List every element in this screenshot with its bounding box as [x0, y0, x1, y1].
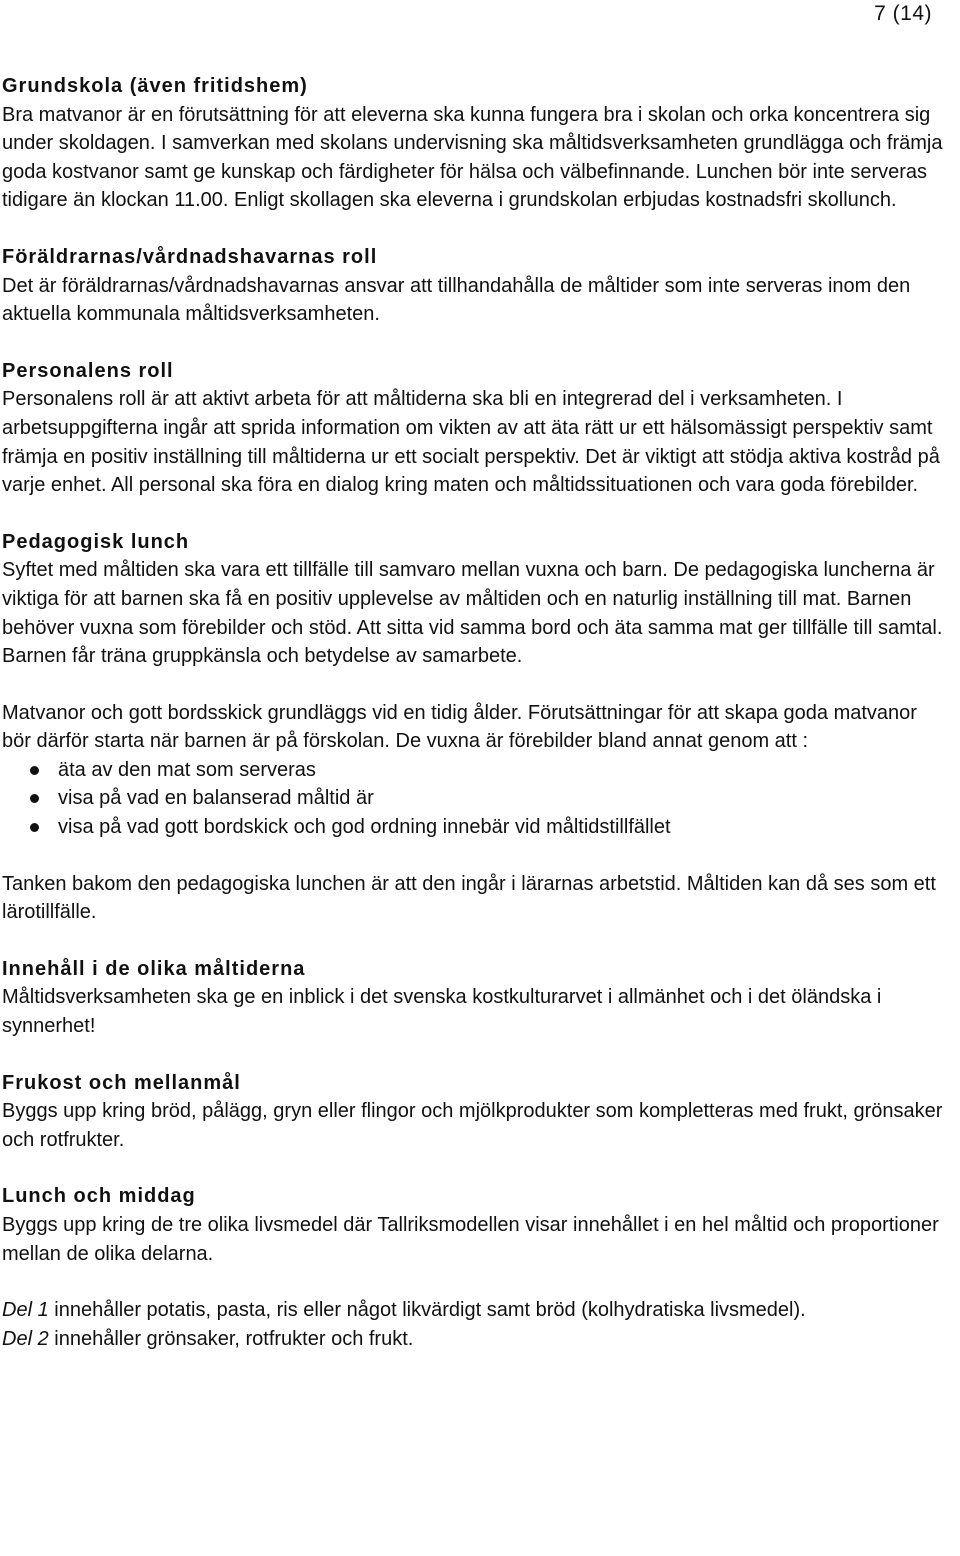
document-body: [2, 72, 950, 1381]
definition-text: innehåller grönsaker, rotfrukter och frukt.: [48, 1327, 414, 1350]
bullet-list: [2, 756, 950, 842]
section-paragraph: Matvanor och gott bordsskick grundläggs vid en tidig ålder. Förutsättningar för att skapa goda matvanor bör därför starta när barnen är på förskolan. De vuxna är förebilder bland annat genom att :: [2, 701, 917, 753]
section-paragraph: Syftet med måltiden ska vara ett tillfälle till samvaro mellan vuxna och barn. De pedagogiska luncherna är viktiga för att barnen ska få en positiv upplevelse av måltiden och en naturlig inställning till mat. Barnen behöver vuxna som förebilder och stöd. Att sitta vid samma bord och äta samma mat ger tillfälle till samtal. Barnen får träna gruppkänsla och betydelse av samarbete.: [2, 559, 943, 668]
section-personal: [2, 357, 950, 500]
section-heading: Frukost och mellanmål: [2, 1071, 241, 1094]
section-paragraph: Bra matvanor är en förutsättning för att eleverna ska kunna fungera bra i skolan och orka koncentrera sig under skoldagen. I samverkan med skolans undervisning ska måltidsverksamheten grundlägga och främja goda kostvanor samt ge kunskap och färdigheter för hälsa och välbefinnande. Lunchen bör inte serveras tidigare än klockan 11.00. Enligt skollagen ska eleverna i grundskolan erbjudas kostnadsfri skollunch.: [2, 103, 943, 212]
definition-term: Del 2: [2, 1327, 49, 1350]
definition-line: [2, 1296, 950, 1325]
section-paragraph: Det är föräldrarnas/vårdnadshavarnas ansvar att tillhandahålla de måltider som inte serveras inom den aktuella kommunala måltidsverksamheten.: [2, 274, 911, 326]
list-item: visa på vad gott bordskick och god ordning innebär vid måltidstillfället: [2, 813, 950, 842]
section-pedagogisk: [2, 528, 950, 927]
section-heading: Personalens roll: [2, 359, 174, 382]
section-paragraph: Byggs upp kring bröd, pålägg, gryn eller flingor och mjölkprodukter som kompletteras med frukt, grönsaker och rotfrukter.: [2, 1100, 943, 1151]
section-heading: Grundskola (även fritidshem): [2, 75, 308, 97]
section-paragraph: Måltidsverksamheten ska ge en inblick i det svenska kostkulturarvet i allmänhet och i det öländska i synnerhet!: [2, 986, 882, 1038]
definition-term: Del 1: [2, 1299, 49, 1322]
section-innehall: [2, 955, 950, 1041]
section-foraldrar: [2, 243, 950, 329]
section-grundskola: [2, 72, 950, 215]
section-paragraph: Personalens roll är att aktivt arbeta för att måltiderna ska bli en integrerad del i verksamheten. I arbetsuppgifterna ingår att sprida information om vikten av att äta rätt ur ett hälsomässigt perspektiv samt främja en positiv inställning till måltiderna ur ett socialt perspektiv. Det är viktigt att stödja aktiva kostråd på varje enhet. All personal ska föra en dialog kring maten och måltidssituationen och vara goda förebilder.: [2, 388, 940, 497]
section-frukost: [2, 1069, 950, 1155]
section-heading: Föräldrarnas/vårdnadshavarnas roll: [2, 245, 378, 268]
section-heading: Lunch och middag: [2, 1185, 196, 1208]
section-lunch: [2, 1182, 950, 1353]
section-paragraph: Byggs upp kring de tre olika livsmedel där Tallriksmodellen visar innehållet i en hel måltid och proportioner mellan de olika delarna.: [2, 1214, 939, 1265]
definition-text: innehåller potatis, pasta, ris eller något likvärdigt samt bröd (kolhydratiska livsmedel).: [48, 1299, 806, 1322]
list-item: äta av den mat som serveras: [2, 756, 950, 785]
section-paragraph: Tanken bakom den pedagogiska lunchen är att den ingår i lärarnas arbetstid. Måltiden kan då ses som ett lärotillfälle.: [2, 872, 936, 924]
page-number: 7 (14): [874, 2, 932, 25]
section-heading: Innehåll i de olika måltiderna: [2, 957, 306, 980]
section-heading: Pedagogisk lunch: [2, 530, 190, 553]
list-item: visa på vad en balanserad måltid är: [2, 784, 950, 813]
definition-line: [2, 1325, 950, 1354]
